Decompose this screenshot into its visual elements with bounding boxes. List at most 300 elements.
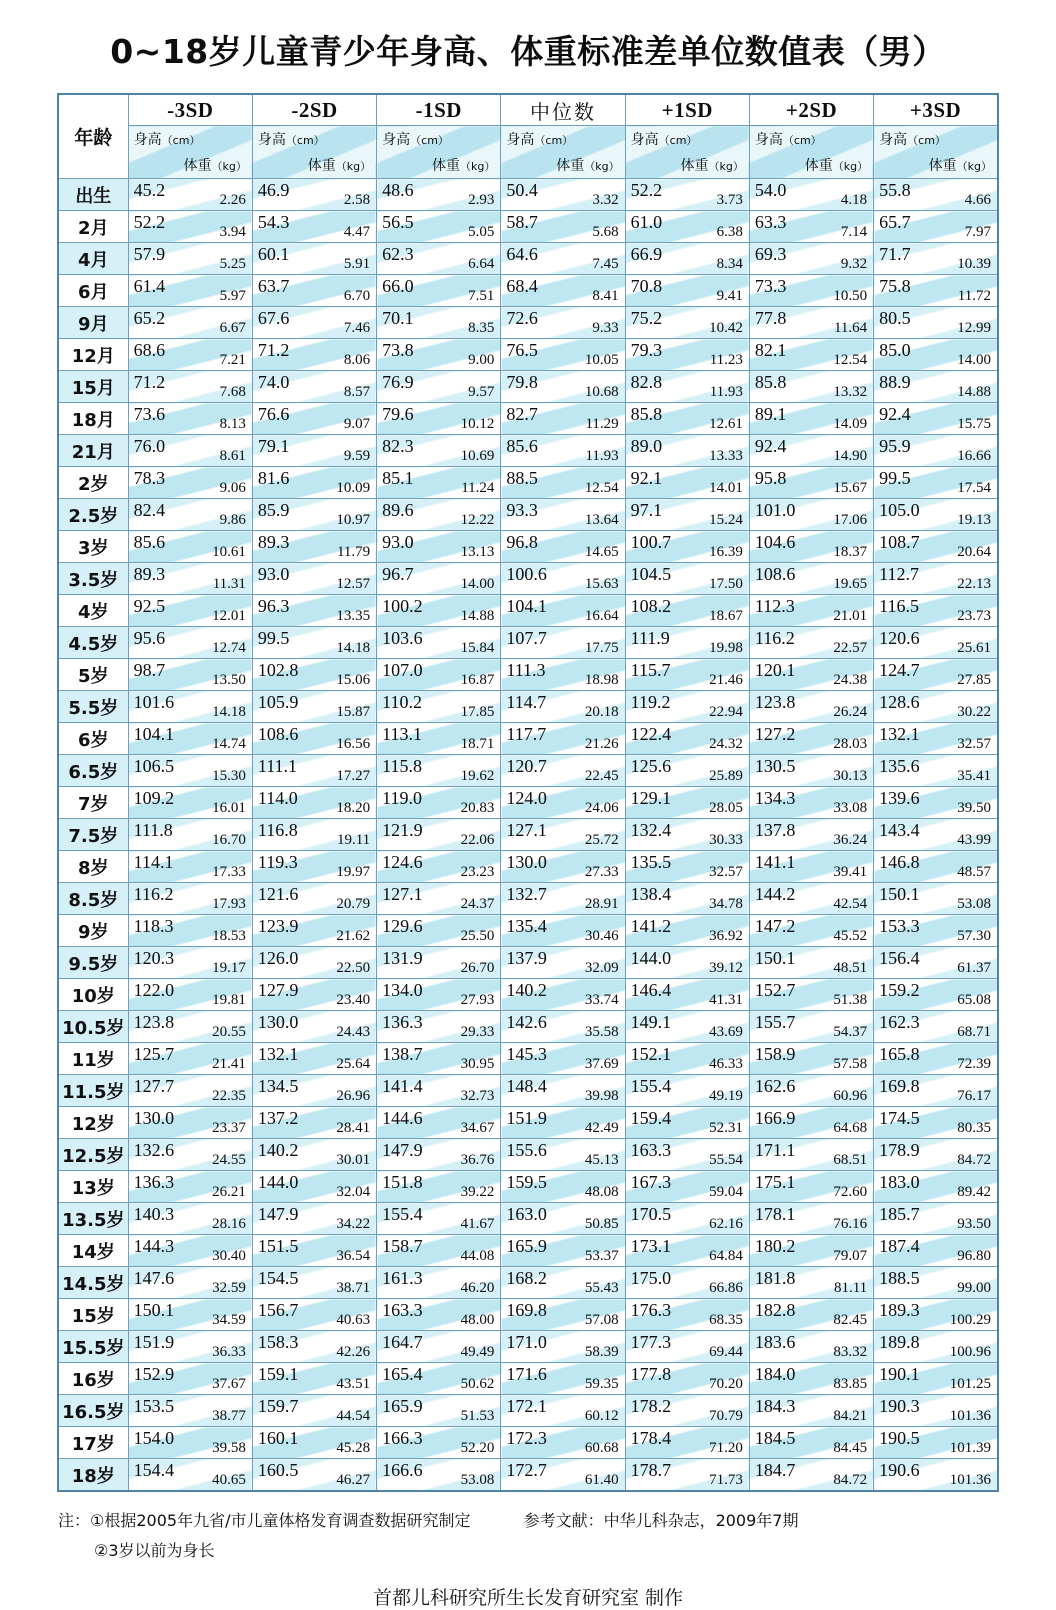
height-value: 134.0 (382, 980, 423, 1000)
weight-value: 7.46 (343, 320, 371, 336)
value-cell (874, 1107, 998, 1139)
weight-value: 12.54 (584, 480, 619, 496)
height-value: 62.3 (382, 244, 414, 264)
weight-value: 20.64 (957, 544, 991, 560)
height-value: 134.5 (257, 1076, 299, 1096)
table-row (58, 339, 998, 371)
weight-value: 21.26 (584, 736, 619, 752)
growth-standard-table (57, 93, 999, 1492)
height-value: 54.0 (754, 180, 787, 200)
weight-value: 81.11 (833, 1280, 868, 1296)
height-value: 120.7 (506, 756, 547, 776)
value-cell (501, 403, 625, 435)
value-cell (501, 915, 625, 947)
weight-value: 25.89 (709, 768, 743, 784)
height-value: 187.4 (879, 1236, 920, 1256)
value-cell (128, 403, 252, 435)
value-cell (252, 1043, 376, 1075)
height-value: 82.4 (133, 500, 166, 520)
weight-value: 76.17 (957, 1088, 991, 1104)
weight-value: 33.08 (833, 800, 868, 816)
height-value: 85.6 (506, 436, 538, 456)
height-value: 156.4 (879, 948, 920, 968)
value-cell (749, 1139, 873, 1171)
value-cell (874, 1363, 998, 1395)
weight-value: 2.93 (468, 192, 495, 208)
weight-value: 42.26 (336, 1344, 371, 1360)
height-value: 52.2 (630, 180, 663, 200)
height-value: 76.0 (133, 436, 166, 456)
height-value: 73.6 (133, 404, 166, 424)
height-value: 178.1 (754, 1204, 796, 1224)
value-cell (749, 1363, 873, 1395)
value-cell (625, 1203, 749, 1235)
note-1-text: 注：①根据2005年九省/市儿童体格发育调查数据研究制定 (58, 1511, 471, 1530)
value-cell (501, 1235, 625, 1267)
weight-value: 3.73 (716, 192, 743, 208)
height-value: 95.6 (133, 628, 166, 648)
height-value: 147.9 (382, 1140, 423, 1160)
weight-value: 2.58 (343, 192, 371, 208)
value-cell (377, 1395, 501, 1427)
value-cell (128, 819, 252, 851)
height-value: 89.3 (257, 532, 290, 552)
height-value: 134.3 (754, 788, 796, 808)
header-col-1: -2SD (252, 94, 376, 126)
weight-value: 8.41 (592, 288, 619, 304)
weight-value: 3.32 (592, 192, 619, 208)
height-value: 93.0 (382, 532, 414, 552)
weight-value: 24.43 (336, 1024, 371, 1040)
value-cell (501, 787, 625, 819)
height-value: 147.9 (257, 1204, 299, 1224)
height-value: 158.9 (754, 1044, 796, 1064)
value-cell (749, 1331, 873, 1363)
weight-value: 34.67 (460, 1120, 495, 1136)
height-value: 115.7 (630, 660, 671, 680)
age-cell: 6.5岁 (58, 755, 128, 787)
height-value: 127.1 (506, 820, 547, 840)
value-cell (128, 659, 252, 691)
weight-value: 5.25 (219, 256, 246, 272)
height-value: 151.8 (382, 1172, 423, 1192)
value-cell (377, 595, 501, 627)
height-value: 188.5 (879, 1268, 920, 1288)
height-value: 144.2 (754, 884, 796, 904)
weight-value: 27.85 (957, 672, 991, 688)
weight-value: 22.50 (336, 960, 371, 976)
weight-value: 22.35 (212, 1088, 246, 1104)
table-row (58, 531, 998, 563)
weight-value: 9.86 (219, 512, 246, 528)
height-value: 79.6 (382, 404, 414, 424)
weight-value: 41.31 (709, 992, 743, 1008)
value-cell (749, 211, 873, 243)
weight-value: 19.62 (460, 768, 495, 784)
value-cell (252, 563, 376, 595)
table-row (58, 211, 998, 243)
height-value: 52.2 (133, 212, 166, 232)
height-value: 99.5 (879, 468, 911, 488)
height-value: 124.0 (506, 788, 547, 808)
weight-value: 13.33 (709, 448, 743, 464)
value-cell (501, 499, 625, 531)
value-cell (128, 1299, 252, 1331)
height-value: 172.7 (506, 1460, 547, 1480)
height-value: 130.0 (257, 1012, 299, 1032)
value-cell (874, 1043, 998, 1075)
weight-value: 72.60 (833, 1184, 868, 1200)
height-value: 123.8 (754, 692, 796, 712)
weight-value: 8.35 (468, 320, 495, 336)
height-label-text: 身高 (879, 132, 908, 148)
height-value: 169.8 (506, 1300, 547, 1320)
height-value: 190.6 (879, 1460, 920, 1480)
weight-value: 59.35 (584, 1376, 619, 1392)
value-cell (501, 979, 625, 1011)
table-row (58, 723, 998, 755)
value-cell (625, 1011, 749, 1043)
height-value: 109.2 (133, 788, 175, 808)
page-title: 0~18岁儿童青少年身高、体重标准差单位数值表（男） (110, 32, 946, 71)
height-value: 154.0 (133, 1428, 175, 1448)
value-cell (501, 883, 625, 915)
value-cell (749, 1011, 873, 1043)
height-value: 178.4 (630, 1428, 672, 1448)
weight-value: 9.32 (840, 256, 868, 272)
header-col-2: -1SD (377, 94, 501, 126)
weight-value: 43.99 (957, 832, 991, 848)
height-value: 110.2 (382, 692, 422, 712)
weight-value: 13.64 (584, 512, 619, 528)
value-cell (749, 691, 873, 723)
value-cell (874, 1459, 998, 1492)
value-cell (874, 1139, 998, 1171)
weight-value: 51.53 (460, 1408, 495, 1424)
age-cell: 12月 (58, 339, 128, 371)
weight-value: 93.50 (957, 1216, 991, 1232)
height-value: 155.4 (630, 1076, 672, 1096)
value-cell (128, 595, 252, 627)
value-cell (501, 819, 625, 851)
value-cell (749, 1299, 873, 1331)
height-value: 129.6 (382, 916, 423, 936)
weight-value: 20.18 (584, 704, 619, 720)
height-value: 121.9 (382, 820, 423, 840)
value-cell (128, 1171, 252, 1203)
height-value: 99.5 (257, 628, 290, 648)
value-cell (749, 499, 873, 531)
height-value: 104.1 (133, 724, 175, 744)
height-value: 140.2 (506, 980, 547, 1000)
age-cell: 17岁 (58, 1427, 128, 1459)
weight-value: 10.09 (336, 480, 371, 496)
weight-value: 36.33 (212, 1344, 246, 1360)
value-cell (128, 1363, 252, 1395)
height-value: 184.3 (754, 1396, 796, 1416)
weight-value: 23.40 (336, 992, 371, 1008)
age-cell: 3岁 (58, 531, 128, 563)
weight-value: 59.04 (709, 1184, 743, 1200)
height-value: 123.9 (257, 916, 299, 936)
weight-value: 26.96 (336, 1088, 371, 1104)
height-value: 159.4 (630, 1108, 672, 1128)
height-label-text: 身高 (630, 132, 659, 148)
header-units-col-1 (252, 126, 376, 179)
height-unit-text: （cm） (534, 134, 574, 147)
weight-value: 28.16 (212, 1216, 246, 1232)
value-cell (874, 1299, 998, 1331)
table-head (58, 94, 998, 179)
value-cell (128, 755, 252, 787)
height-value: 163.0 (506, 1204, 547, 1224)
weight-value: 39.41 (833, 864, 868, 880)
weight-value: 33.74 (584, 992, 619, 1008)
value-cell (377, 1267, 501, 1299)
height-value: 85.8 (630, 404, 663, 424)
value-cell (874, 467, 998, 499)
height-value: 144.0 (257, 1172, 299, 1192)
note-2-text: ②3岁以前为身长 (94, 1541, 215, 1561)
height-value: 108.7 (879, 532, 920, 552)
value-cell (625, 403, 749, 435)
height-value: 138.4 (630, 884, 672, 904)
weight-value: 5.05 (468, 224, 495, 240)
weight-value: 25.61 (957, 640, 991, 656)
weight-value: 8.34 (716, 256, 743, 272)
header-col-6: +3SD (874, 94, 998, 126)
weight-value: 9.57 (468, 384, 495, 400)
value-cell (749, 1075, 873, 1107)
weight-value: 14.88 (460, 608, 495, 624)
weight-value: 16.70 (212, 832, 246, 848)
table-row (58, 851, 998, 883)
weight-unit-text: （kg） (956, 160, 992, 173)
value-cell (625, 1395, 749, 1427)
weight-value: 22.13 (957, 576, 991, 592)
height-value: 130.0 (133, 1108, 175, 1128)
value-cell (625, 307, 749, 339)
age-cell: 4.5岁 (58, 627, 128, 659)
weight-value: 17.33 (212, 864, 246, 880)
height-value: 132.1 (257, 1044, 299, 1064)
weight-value: 53.08 (460, 1472, 495, 1488)
weight-value: 13.50 (212, 672, 246, 688)
weight-value: 16.64 (584, 608, 619, 624)
height-value: 143.4 (879, 820, 920, 840)
weight-value: 4.66 (964, 192, 991, 208)
value-cell (377, 435, 501, 467)
height-value: 153.3 (879, 916, 920, 936)
value-cell (874, 595, 998, 627)
weight-value: 6.38 (716, 224, 743, 240)
value-cell (749, 371, 873, 403)
height-value: 66.9 (630, 244, 663, 264)
weight-value: 10.61 (212, 544, 246, 560)
height-value: 45.2 (133, 180, 166, 200)
height-value: 184.7 (754, 1460, 796, 1480)
value-cell (501, 659, 625, 691)
weight-value: 7.45 (592, 256, 619, 272)
weight-value: 12.54 (833, 352, 868, 368)
value-cell (874, 339, 998, 371)
age-cell: 2岁 (58, 467, 128, 499)
value-cell (749, 1107, 873, 1139)
value-cell (377, 1043, 501, 1075)
table-row (58, 1235, 998, 1267)
height-value: 108.6 (754, 564, 796, 584)
height-value: 177.3 (630, 1332, 672, 1352)
weight-unit-text: （kg） (211, 160, 247, 173)
weight-value: 12.74 (212, 640, 246, 656)
weight-value: 25.50 (460, 928, 495, 944)
value-cell (625, 1363, 749, 1395)
weight-label-text: 体重 (680, 158, 709, 174)
weight-value: 100.29 (949, 1312, 991, 1328)
age-cell: 13.5岁 (58, 1203, 128, 1235)
height-value: 116.5 (879, 596, 919, 616)
value-cell (252, 1203, 376, 1235)
height-value: 160.5 (257, 1460, 299, 1480)
height-value: 155.7 (754, 1012, 796, 1032)
weight-value: 27.33 (584, 864, 619, 880)
weight-value: 15.30 (212, 768, 246, 784)
height-value: 159.1 (257, 1364, 299, 1384)
weight-value: 64.84 (709, 1248, 743, 1264)
table-row (58, 595, 998, 627)
weight-value: 27.93 (460, 992, 495, 1008)
weight-value: 43.51 (336, 1376, 371, 1392)
weight-value: 9.41 (716, 288, 743, 304)
weight-value: 21.46 (709, 672, 743, 688)
value-cell (501, 1043, 625, 1075)
value-cell (128, 243, 252, 275)
value-cell (501, 371, 625, 403)
height-value: 150.1 (133, 1300, 175, 1320)
weight-value: 23.73 (957, 608, 991, 624)
height-value: 67.6 (257, 308, 290, 328)
age-cell: 10岁 (58, 979, 128, 1011)
height-value: 127.1 (382, 884, 423, 904)
weight-value: 65.08 (957, 992, 991, 1008)
weight-value: 22.06 (460, 832, 495, 848)
value-cell (128, 1203, 252, 1235)
weight-value: 9.06 (219, 480, 246, 496)
height-value: 172.1 (506, 1396, 547, 1416)
value-cell (252, 1299, 376, 1331)
age-cell: 9.5岁 (58, 947, 128, 979)
weight-value: 34.22 (336, 1216, 371, 1232)
height-value: 184.0 (754, 1364, 796, 1384)
height-value: 93.3 (506, 500, 538, 520)
weight-value: 71.73 (709, 1472, 743, 1488)
table-row (58, 1139, 998, 1171)
value-cell (749, 1395, 873, 1427)
height-value: 142.6 (506, 1012, 547, 1032)
height-value: 85.8 (754, 372, 787, 392)
value-cell (625, 1459, 749, 1492)
table-row (58, 1075, 998, 1107)
height-value: 101.6 (133, 692, 175, 712)
height-value: 100.7 (630, 532, 672, 552)
weight-unit-label (184, 155, 247, 175)
weight-value: 96.80 (957, 1248, 991, 1264)
weight-value: 60.12 (584, 1408, 619, 1424)
weight-unit-text: （kg） (708, 160, 744, 173)
value-cell (874, 211, 998, 243)
weight-value: 14.90 (833, 448, 868, 464)
value-cell (128, 691, 252, 723)
weight-value: 44.08 (460, 1248, 495, 1264)
weight-value: 26.70 (460, 960, 495, 976)
height-value: 139.6 (879, 788, 920, 808)
weight-value: 22.45 (584, 768, 619, 784)
value-cell (749, 979, 873, 1011)
height-label-text: 身高 (382, 132, 411, 148)
height-value: 56.5 (382, 212, 414, 232)
weight-value: 26.21 (212, 1184, 246, 1200)
weight-value: 16.39 (709, 544, 743, 560)
value-cell (625, 275, 749, 307)
weight-value: 12.01 (212, 608, 246, 624)
age-cell: 16.5岁 (58, 1395, 128, 1427)
height-unit-label (506, 129, 573, 149)
weight-value: 46.20 (460, 1280, 495, 1296)
age-cell: 15.5岁 (58, 1331, 128, 1363)
value-cell (625, 1235, 749, 1267)
value-cell (501, 851, 625, 883)
value-cell (625, 435, 749, 467)
value-cell (874, 1235, 998, 1267)
height-value: 163.3 (382, 1300, 423, 1320)
height-value: 136.3 (382, 1012, 423, 1032)
value-cell (874, 1011, 998, 1043)
value-cell (501, 211, 625, 243)
height-value: 73.3 (754, 276, 787, 296)
height-value: 72.6 (506, 308, 538, 328)
value-cell (501, 1011, 625, 1043)
value-cell (501, 275, 625, 307)
height-value: 102.8 (257, 660, 299, 680)
weight-value: 10.50 (833, 288, 868, 304)
age-cell: 15岁 (58, 1299, 128, 1331)
weight-value: 50.62 (460, 1376, 495, 1392)
value-cell (252, 1171, 376, 1203)
value-cell (252, 467, 376, 499)
height-value: 158.3 (257, 1332, 299, 1352)
value-cell (625, 563, 749, 595)
weight-value: 8.61 (219, 448, 246, 464)
age-cell: 12.5岁 (58, 1139, 128, 1171)
value-cell (625, 179, 749, 211)
height-value: 180.2 (754, 1236, 796, 1256)
value-cell (252, 435, 376, 467)
weight-unit-text: （kg） (335, 160, 372, 173)
weight-value: 24.37 (460, 896, 495, 912)
value-cell (749, 1043, 873, 1075)
table-row (58, 435, 998, 467)
value-cell (874, 1331, 998, 1363)
weight-value: 21.62 (336, 928, 371, 944)
height-value: 140.3 (133, 1204, 175, 1224)
weight-value: 18.53 (212, 928, 246, 944)
value-cell (501, 1395, 625, 1427)
height-value: 190.3 (879, 1396, 920, 1416)
height-value: 141.1 (754, 852, 796, 872)
weight-value: 17.27 (336, 768, 371, 784)
weight-value: 100.96 (949, 1344, 991, 1360)
value-cell (749, 723, 873, 755)
